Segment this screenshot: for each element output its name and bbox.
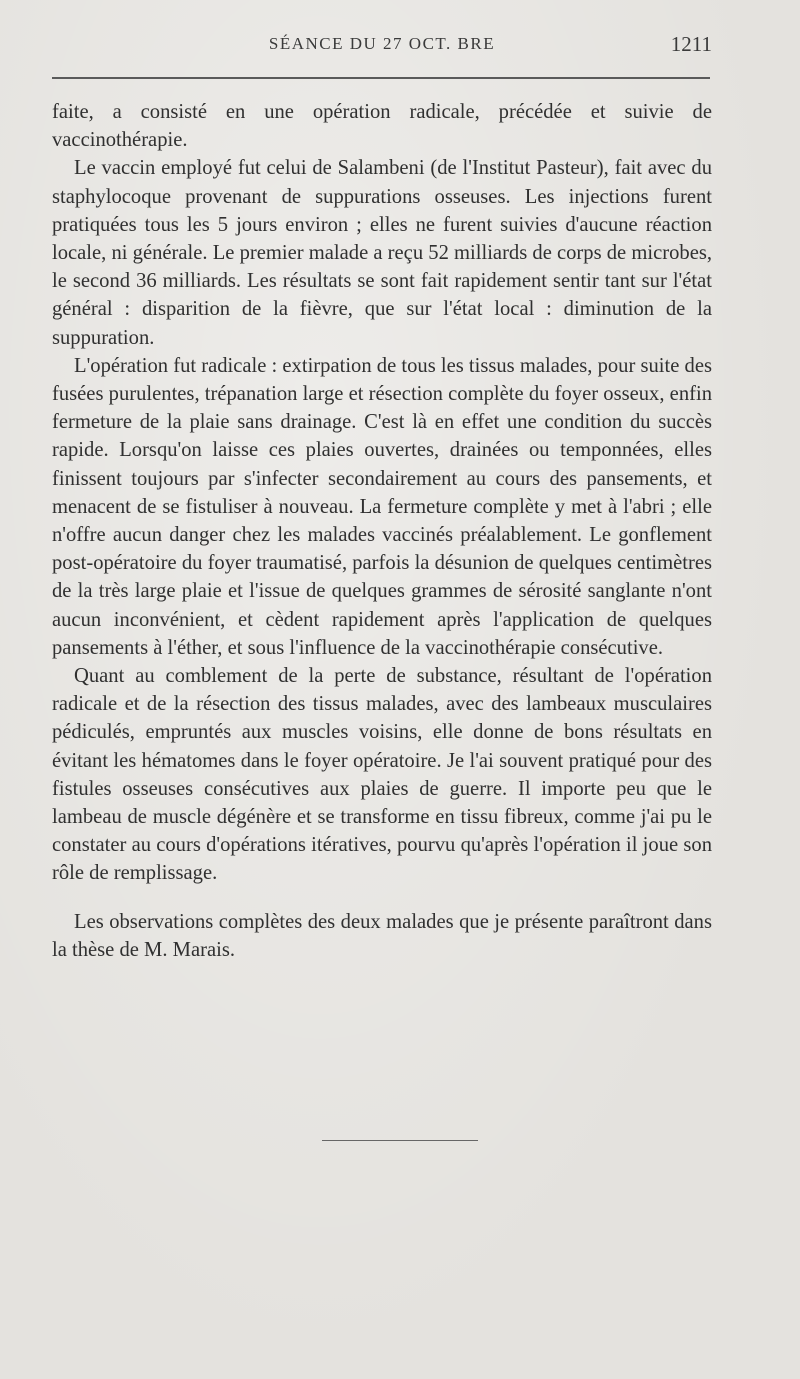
paragraph-filling: Quant au comblement de la perte de substance, résultant de l'opération radicale et de la résection des tissus malades, avec des lambeaux musculaires pédiculés, empruntés aux muscles voisins, elle donne de bons résultats en évitant les hématomes dans le foyer opératoire. Je l'ai souvent pratiqué pour des fistules osseuses consécutives aux plaies de guerre. Il importe peu que le lambeau de muscle dégénère et se transforme en tissu fibreux, comme j'ai pu le constater au cours d'opérations itératives, pourvu qu'après l'opération il joue son rôle de remplissage.: [52, 665, 712, 885]
paragraph-observations: Les observations complètes des deux malades que je présente paraîtront dans la thèse de M. Marais.: [52, 910, 712, 961]
page-number: 1211: [670, 32, 712, 56]
running-head: [52, 34, 712, 64]
paragraph-continuation: faite, a consisté en une opération radicale, précédée et suivie de vaccinothérapie.: [52, 101, 712, 152]
paragraph-vaccine: Le vaccin employé fut celui de Salambeni (de l'Institut Pasteur), fait avec du staphylocoque provenant de suppurations osseuses. Les injections furent pratiquées tous les 5 jours environ ; elles ne furent suivies d'aucune réaction locale, ni générale. Le premier malade a reçu 52 milliards de corps de microbes, le second 36 milliards. Les résultats se sont fait rapidement sentir tant sur l'état général : disparition de la fièvre, que sur l'état local : diminution de la suppuration.: [52, 157, 712, 349]
header-rule: [52, 77, 710, 79]
body-text: [52, 98, 712, 964]
end-rule: [322, 1140, 478, 1141]
paragraph-operation: L'opération fut radicale : extirpation de tous les tissus malades, pour suite des fusées purulentes, trépanation large et résection complète du foyer osseux, enfin fermeture de la plaie sans drainage. C'est là en effet une condition du succès rapide. Lorsqu'on laisse ces plaies ouvertes, drainées ou temponnées, elles finissent toujours par s'infecter secondairement au cours des pansements, et menacent de se fistuliser à nouveau. La fermeture complète y met à l'abri ; elle n'offre aucun danger chez les malades vaccinés préalablement. Le gonflement post-opératoire du foyer traumatisé, parfois la désunion de quelques centimètres de la très large plaie et l'issue de quelques grammes de sérosité sanglante n'ont aucun inconvénient, et cèdent rapidement après l'application de quelques pansements à l'éther, et sous l'influence de la vaccinothérapie consécutive.: [52, 354, 712, 659]
running-title: SÉANCE DU 27 OCT. BRE: [268, 34, 496, 53]
